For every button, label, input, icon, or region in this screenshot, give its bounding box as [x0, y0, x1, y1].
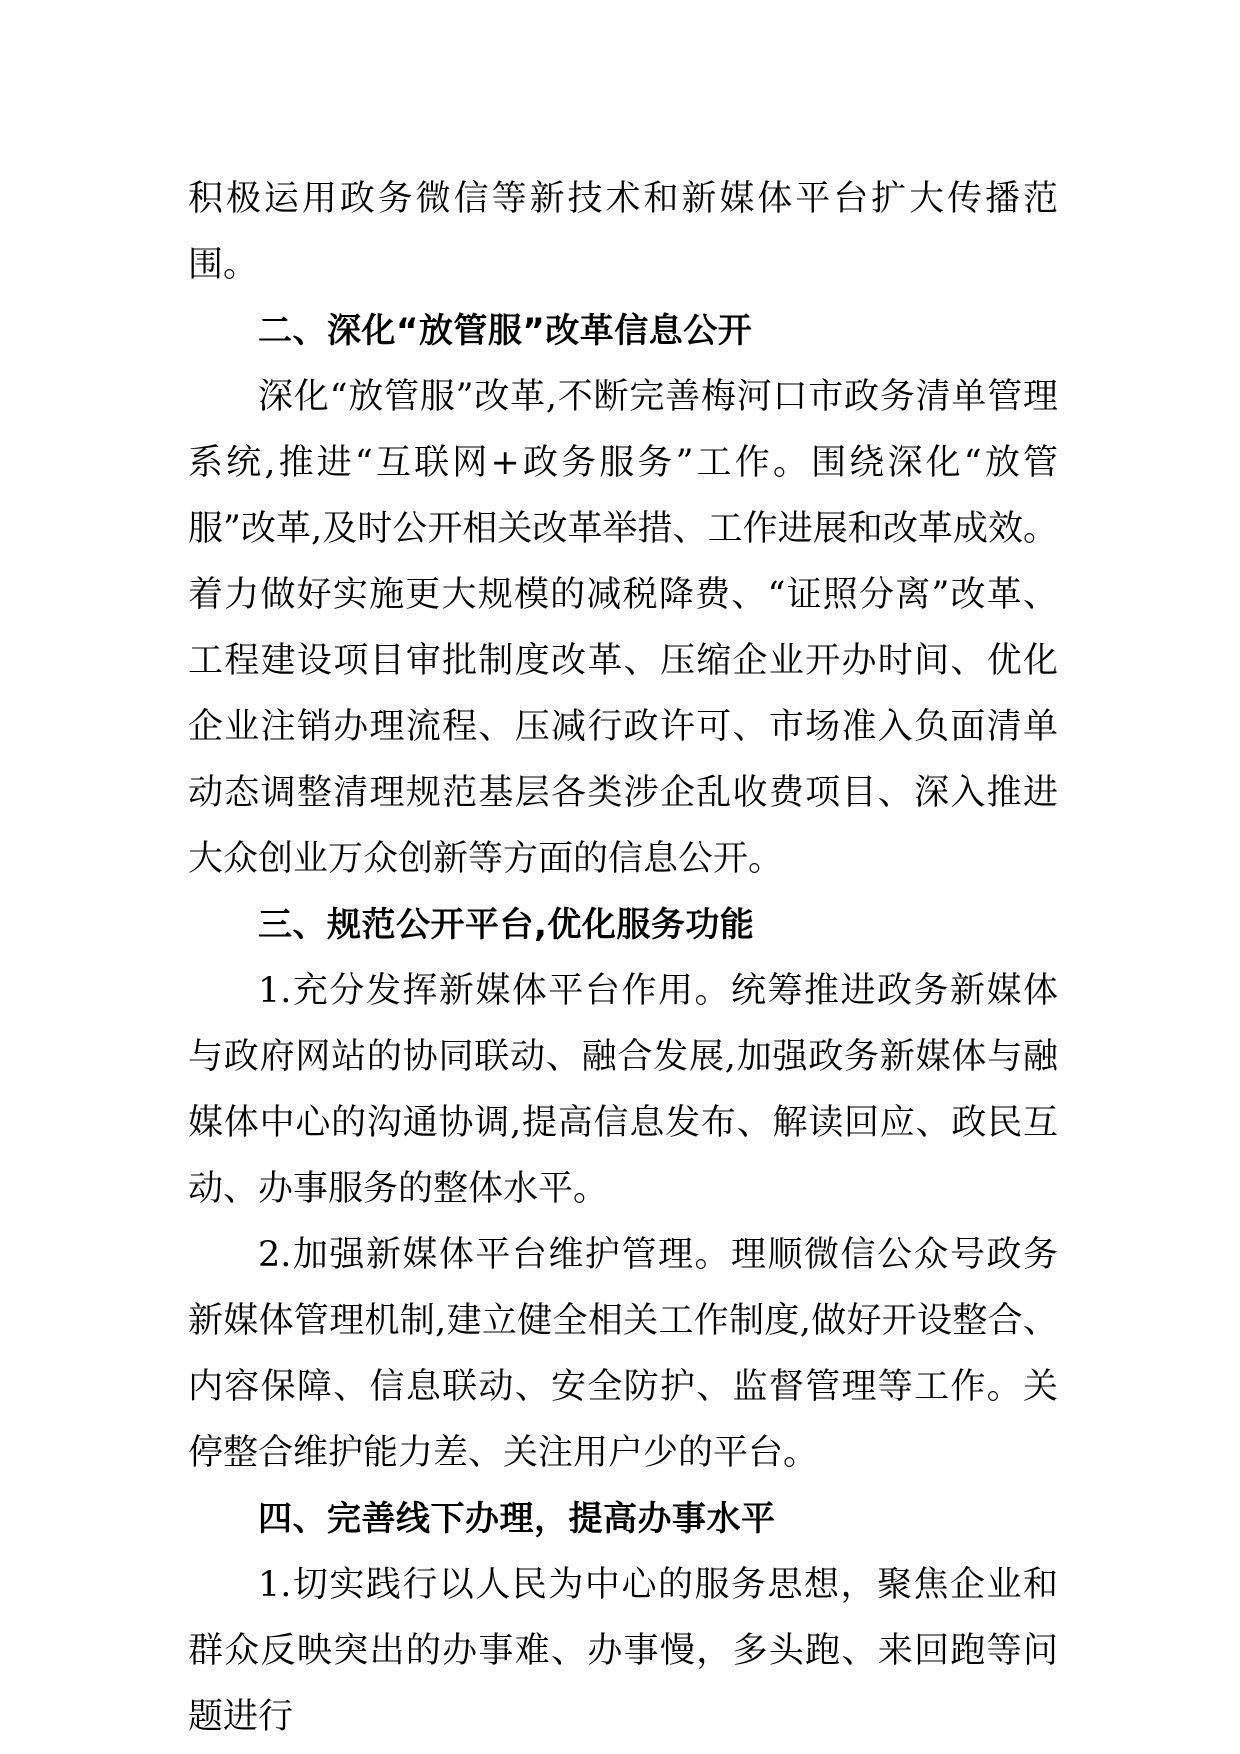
continuation-paragraph: 积极运用政务微信等新技术和新媒体平台扩大传播范围。 — [188, 179, 1058, 285]
section-three-item-two: 2.加强新媒体平台维护管理。理顺微信公众号政务新媒体管理机制,建立健全相关工作制度,做好开设整合、内容保障、信息联动、安全防护、监督管理等工作。关停整合维护能力差、关注用户少的平台。 — [188, 1235, 1058, 1473]
section-four-item-one: 1.切实践行以人民为中心的服务思想，聚焦企业和群众反映突出的办事难、办事慢，多头跑、来回跑等问题进行 — [188, 1565, 1058, 1737]
section-three-item-one: 1.充分发挥新媒体平台作用。统筹推进政务新媒体与政府网站的协同联动、融合发展,加强政务新媒体与融媒体中心的沟通协调,提高信息发布、解读回应、政民互动、办事服务的整体水平。 — [188, 971, 1058, 1209]
section-two-heading: 二、深化“放管服”改革信息公开 — [258, 311, 753, 351]
section-three-heading: 三、规范公开平台,优化服务功能 — [258, 905, 755, 945]
section-four-heading: 四、完善线下办理，提高办事水平 — [258, 1499, 776, 1539]
section-two-paragraph: 深化“放管服”改革,不断完善梅河口市政务清单管理系统,推进“互联网+政务服务”工作。围绕深化“放管服”改革,及时公开相关改革举措、工作进展和改革成效。着力做好实施更大规模的减税降费、“证照分离”改革、工程建设项目审批制度改革、压缩企业开办时间、优化企业注销办理流程、压减行政许可、市场准入负面清单动态调整清理规范基层各类涉企乱收费项目、深入推进大众创业万众创新等方面的信息公开。 — [188, 377, 1058, 879]
document-body — [188, 166, 1058, 1750]
